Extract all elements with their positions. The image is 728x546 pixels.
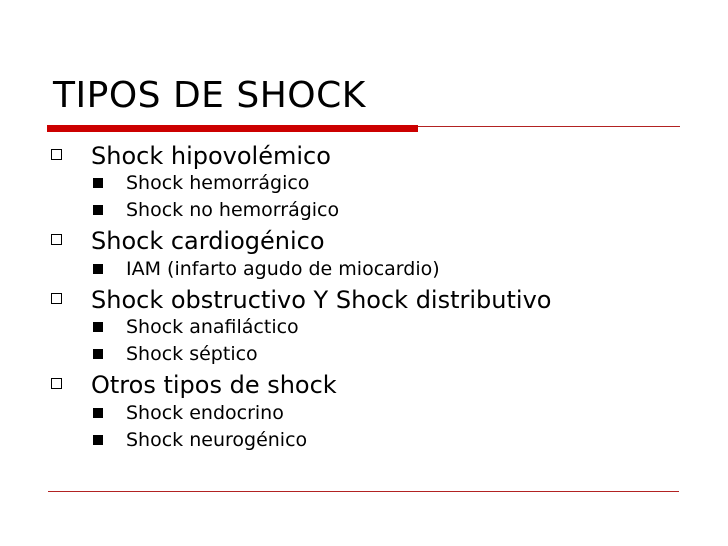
list-item-label: Shock cardiogénico: [91, 227, 325, 255]
list-item-label: Otros tipos de shock: [91, 371, 337, 399]
hollow-square-bullet-icon: [51, 149, 62, 160]
filled-square-bullet-icon: [93, 178, 103, 188]
hollow-square-bullet-icon: [51, 234, 62, 245]
sub-item-label: Shock no hemorrágico: [126, 199, 340, 221]
filled-square-bullet-icon: [93, 205, 103, 215]
filled-square-bullet-icon: [93, 435, 103, 445]
sub-item-label: Shock endocrino: [126, 402, 284, 424]
filled-square-bullet-icon: [93, 349, 103, 359]
sub-item-label: Shock anafiláctico: [126, 316, 299, 338]
filled-square-bullet-icon: [93, 322, 103, 332]
hollow-square-bullet-icon: [51, 293, 62, 304]
list-item-label: Shock obstructivo Y Shock distributivo: [91, 286, 552, 314]
hollow-square-bullet-icon: [51, 378, 62, 389]
sub-item-label: Shock neurogénico: [126, 429, 308, 451]
footer-rule: [48, 491, 679, 492]
filled-square-bullet-icon: [93, 408, 103, 418]
list-item-label: Shock hipovolémico: [91, 142, 331, 170]
slide-title: TIPOS DE SHOCK: [53, 75, 366, 116]
title-underline-rule: [418, 126, 680, 127]
sub-item-label: Shock séptico: [126, 343, 258, 365]
sub-item-label: Shock hemorrágico: [126, 172, 310, 194]
filled-square-bullet-icon: [93, 264, 103, 274]
sub-item-label: IAM (infarto agudo de miocardio): [126, 258, 440, 280]
title-underline-accent: [47, 125, 418, 132]
